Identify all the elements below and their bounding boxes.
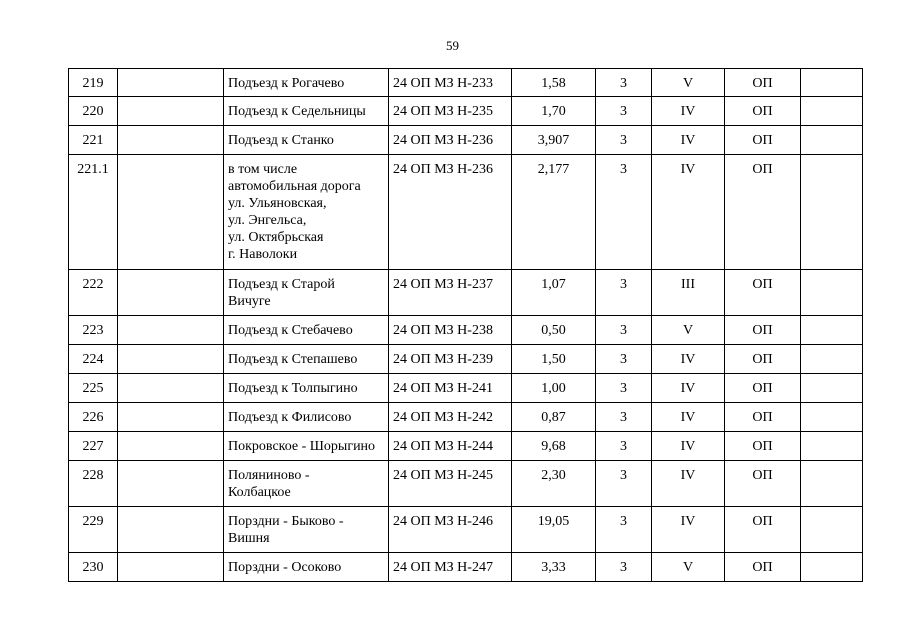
significance-cell: ОП xyxy=(725,316,801,345)
road-name-cell xyxy=(224,126,389,155)
road-name-line: г. Наволоки xyxy=(228,247,298,262)
significance-cell: ОП xyxy=(725,345,801,374)
road-code-cell: 24 ОП МЗ Н-241 xyxy=(389,374,512,403)
road-code-cell: 24 ОП МЗ Н-233 xyxy=(389,69,512,97)
road-code-cell: 24 ОП МЗ Н-236 xyxy=(389,126,512,155)
row-number-cell: 224 xyxy=(69,345,118,374)
empty-cell xyxy=(801,155,863,270)
empty-cell xyxy=(118,155,224,270)
category-cell: IV xyxy=(652,374,725,403)
empty-cell xyxy=(118,461,224,507)
road-name-line: автомобильная дорога xyxy=(228,179,361,194)
length-cell: 2,30 xyxy=(512,461,596,507)
empty-cell xyxy=(118,270,224,316)
column-six-cell: 3 xyxy=(596,270,652,316)
road-name-cell xyxy=(224,403,389,432)
empty-cell xyxy=(118,97,224,126)
column-six-cell: 3 xyxy=(596,345,652,374)
significance-cell: ОП xyxy=(725,126,801,155)
empty-cell xyxy=(801,374,863,403)
table-row xyxy=(69,97,863,126)
road-name-line: Порздни - Быково - xyxy=(228,514,344,529)
empty-cell xyxy=(801,270,863,316)
length-cell: 0,50 xyxy=(512,316,596,345)
road-name-line: Подъезд к Степашево xyxy=(228,352,358,367)
road-name-cell xyxy=(224,97,389,126)
road-name-line: Подъезд к Толпыгино xyxy=(228,381,358,396)
significance-cell: ОП xyxy=(725,69,801,97)
road-name-line: Вишня xyxy=(228,531,270,546)
empty-cell xyxy=(801,97,863,126)
table-row xyxy=(69,270,863,316)
category-cell: IV xyxy=(652,155,725,270)
road-code-cell: 24 ОП МЗ Н-235 xyxy=(389,97,512,126)
road-name-line: в том числе xyxy=(228,162,298,177)
road-name-cell xyxy=(224,461,389,507)
road-name-cell xyxy=(224,507,389,553)
length-cell: 19,05 xyxy=(512,507,596,553)
significance-cell: ОП xyxy=(725,97,801,126)
table-row xyxy=(69,155,863,270)
significance-cell: ОП xyxy=(725,461,801,507)
row-number-cell: 219 xyxy=(69,69,118,97)
row-number-cell: 221.1 xyxy=(69,155,118,270)
column-six-cell: 3 xyxy=(596,432,652,461)
road-name-line: Вичуге xyxy=(228,294,271,309)
road-name-line: Поляниново - xyxy=(228,468,310,483)
road-name-cell xyxy=(224,69,389,97)
length-cell: 1,07 xyxy=(512,270,596,316)
empty-cell xyxy=(801,461,863,507)
category-cell: IV xyxy=(652,432,725,461)
road-name-line: Подъезд к Филисово xyxy=(228,410,352,425)
length-cell: 1,00 xyxy=(512,374,596,403)
category-cell: III xyxy=(652,270,725,316)
length-cell: 1,50 xyxy=(512,345,596,374)
road-code-cell: 24 ОП МЗ Н-238 xyxy=(389,316,512,345)
empty-cell xyxy=(118,316,224,345)
road-name-cell xyxy=(224,345,389,374)
road-code-cell: 24 ОП МЗ Н-244 xyxy=(389,432,512,461)
road-name-line: Порздни - Осоково xyxy=(228,560,342,575)
row-number-cell: 227 xyxy=(69,432,118,461)
length-cell: 3,33 xyxy=(512,553,596,582)
column-six-cell: 3 xyxy=(596,97,652,126)
page-number: 59 xyxy=(446,38,459,53)
row-number-cell: 228 xyxy=(69,461,118,507)
table-row xyxy=(69,553,863,582)
road-code-cell: 24 ОП МЗ Н-246 xyxy=(389,507,512,553)
table-row xyxy=(69,126,863,155)
significance-cell: ОП xyxy=(725,270,801,316)
row-number-cell: 220 xyxy=(69,97,118,126)
road-name-line: ул. Ульяновская, xyxy=(228,196,327,211)
length-cell: 0,87 xyxy=(512,403,596,432)
category-cell: V xyxy=(652,69,725,97)
road-name-line: Колбацкое xyxy=(228,485,291,500)
category-cell: IV xyxy=(652,507,725,553)
empty-cell xyxy=(801,507,863,553)
empty-cell xyxy=(118,507,224,553)
road-name-line: Подъезд к Старой xyxy=(228,277,335,292)
row-number-cell: 225 xyxy=(69,374,118,403)
row-number-cell: 226 xyxy=(69,403,118,432)
column-six-cell: 3 xyxy=(596,155,652,270)
row-number-cell: 221 xyxy=(69,126,118,155)
table-row xyxy=(69,374,863,403)
road-code-cell: 24 ОП МЗ Н-236 xyxy=(389,155,512,270)
row-number-cell: 222 xyxy=(69,270,118,316)
category-cell: IV xyxy=(652,403,725,432)
table-row xyxy=(69,345,863,374)
road-name-line: Подъезд к Стебачево xyxy=(228,323,353,338)
road-name-line: ул. Энгельса, xyxy=(228,213,307,228)
road-name-cell xyxy=(224,316,389,345)
road-name-line: Покровское - Шорыгино xyxy=(228,439,376,454)
category-cell: V xyxy=(652,316,725,345)
table-row xyxy=(69,461,863,507)
significance-cell: ОП xyxy=(725,155,801,270)
row-number-cell: 223 xyxy=(69,316,118,345)
empty-cell xyxy=(801,432,863,461)
column-six-cell: 3 xyxy=(596,461,652,507)
category-cell: IV xyxy=(652,97,725,126)
column-six-cell: 3 xyxy=(596,316,652,345)
road-name-line: Подъезд к Седельницы xyxy=(228,104,366,119)
column-six-cell: 3 xyxy=(596,374,652,403)
road-name-cell xyxy=(224,374,389,403)
column-six-cell: 3 xyxy=(596,553,652,582)
road-name-cell xyxy=(224,432,389,461)
road-code-cell: 24 ОП МЗ Н-247 xyxy=(389,553,512,582)
road-name-cell xyxy=(224,155,389,270)
length-cell: 1,58 xyxy=(512,69,596,97)
empty-cell xyxy=(118,432,224,461)
column-six-cell: 3 xyxy=(596,507,652,553)
row-number-cell: 229 xyxy=(69,507,118,553)
column-six-cell: 3 xyxy=(596,69,652,97)
empty-cell xyxy=(801,126,863,155)
empty-cell xyxy=(801,553,863,582)
significance-cell: ОП xyxy=(725,507,801,553)
empty-cell xyxy=(118,345,224,374)
significance-cell: ОП xyxy=(725,432,801,461)
road-code-cell: 24 ОП МЗ Н-239 xyxy=(389,345,512,374)
significance-cell: ОП xyxy=(725,374,801,403)
empty-cell xyxy=(801,403,863,432)
category-cell: IV xyxy=(652,461,725,507)
empty-cell xyxy=(801,345,863,374)
empty-cell xyxy=(118,403,224,432)
category-cell: IV xyxy=(652,345,725,374)
table-row xyxy=(69,403,863,432)
length-cell: 1,70 xyxy=(512,97,596,126)
significance-cell: ОП xyxy=(725,403,801,432)
road-code-cell: 24 ОП МЗ Н-237 xyxy=(389,270,512,316)
table-row xyxy=(69,507,863,553)
empty-cell xyxy=(118,374,224,403)
column-six-cell: 3 xyxy=(596,126,652,155)
table-row xyxy=(69,69,863,97)
empty-cell xyxy=(118,126,224,155)
empty-cell xyxy=(118,69,224,97)
column-six-cell: 3 xyxy=(596,403,652,432)
category-cell: V xyxy=(652,553,725,582)
road-name-line: Подъезд к Рогачево xyxy=(228,76,345,91)
road-name-line: ул. Октябрьская xyxy=(228,230,324,245)
table-row xyxy=(69,432,863,461)
road-code-cell: 24 ОП МЗ Н-245 xyxy=(389,461,512,507)
empty-cell xyxy=(801,316,863,345)
road-name-line: Подъезд к Станко xyxy=(228,133,334,148)
length-cell: 9,68 xyxy=(512,432,596,461)
roads-table xyxy=(68,68,863,582)
empty-cell xyxy=(118,553,224,582)
significance-cell: ОП xyxy=(725,553,801,582)
road-code-cell: 24 ОП МЗ Н-242 xyxy=(389,403,512,432)
empty-cell xyxy=(801,69,863,97)
category-cell: IV xyxy=(652,126,725,155)
length-cell: 3,907 xyxy=(512,126,596,155)
table-row xyxy=(69,316,863,345)
road-name-cell xyxy=(224,553,389,582)
length-cell: 2,177 xyxy=(512,155,596,270)
road-name-cell xyxy=(224,270,389,316)
row-number-cell: 230 xyxy=(69,553,118,582)
table-body xyxy=(69,69,863,582)
